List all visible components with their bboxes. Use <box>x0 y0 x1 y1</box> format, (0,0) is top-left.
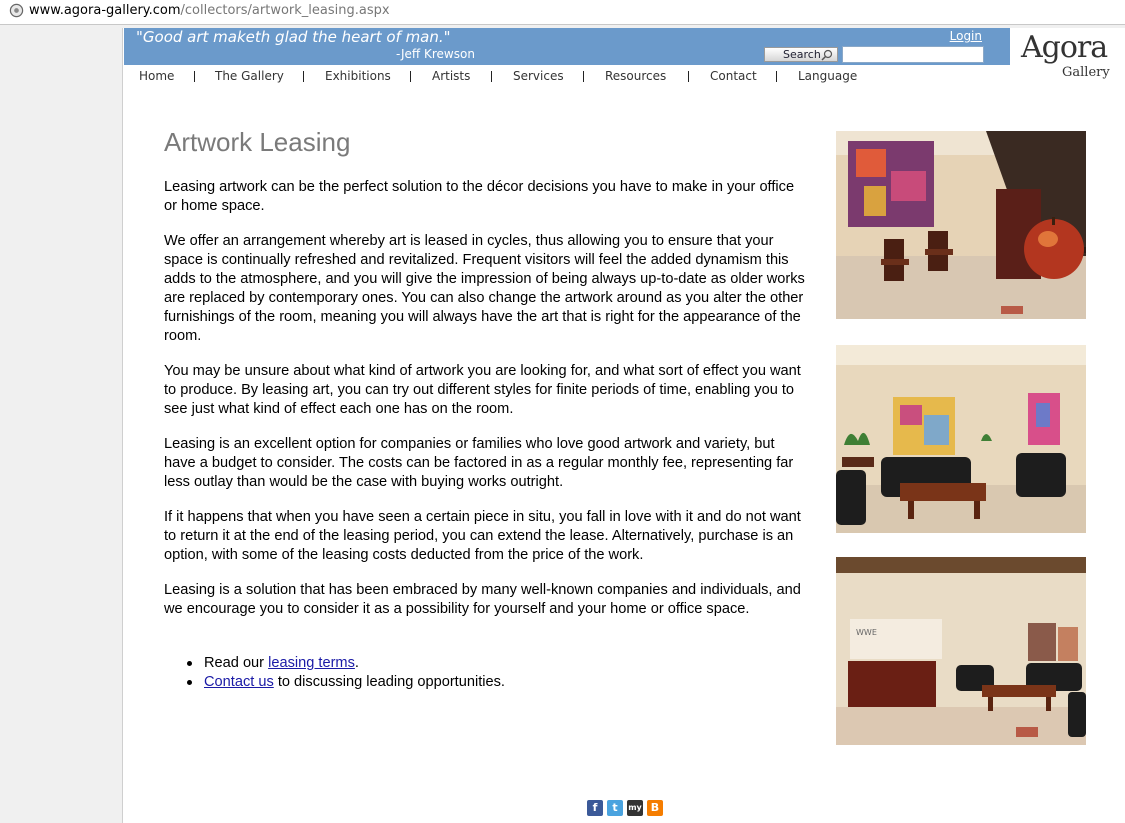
facebook-icon[interactable]: f <box>587 800 603 816</box>
lobby-photo-image <box>836 131 1086 319</box>
nav-home[interactable]: Home <box>139 69 175 83</box>
paragraph: We offer an arrangement whereby art is leased in cycles, thus allowing you to ensure that your space is continually refreshed and revitalized. Frequent visitors will feel the added dynamism this adds to the atmosphere, and you will give the impression of being always up-to-date as older works are replaced by contemporary ones. You can also change the artwork around as you alter the other furnishings of the room, meaning you will always have the art that is right for the appearance of the room. <box>164 233 805 344</box>
list-text: . <box>354 655 359 671</box>
url-text[interactable] <box>29 0 390 22</box>
blogger-icon[interactable]: B <box>647 800 663 816</box>
myspace-icon[interactable]: my <box>627 800 643 816</box>
logo-wordmark: Agora <box>1021 30 1108 65</box>
nav-services[interactable]: Services <box>513 69 564 83</box>
lobby-photo-apple-sculpture <box>836 131 1086 319</box>
address-bar[interactable] <box>0 0 1125 25</box>
search-input[interactable] <box>842 46 984 63</box>
nav-contact[interactable]: Contact <box>710 69 757 83</box>
list-item <box>164 673 809 692</box>
nav-exhibitions[interactable]: Exhibitions <box>325 69 391 83</box>
reception-photo-wwe-lobby <box>836 557 1086 745</box>
paragraph: You may be unsure about what kind of artwork you are looking for, and what sort of effect you want to produce. By leasing art, you can try out different styles for finite periods of time, enabling you to see just what kind of effect each one has on the room. <box>164 363 801 417</box>
nav-artists[interactable]: Artists <box>432 69 471 83</box>
globe-icon <box>9 3 24 18</box>
lounge-photo-image <box>836 345 1086 533</box>
logo-subtitle: Gallery <box>1062 65 1110 80</box>
paragraph: If it happens that when you have seen a certain piece in situ, you fall in love with it and do not want to return it at the end of the leasing period, you can extend the lease. Alternatively, purchase is an option, with some of the leasing costs deducted from the price of the work. <box>164 509 801 563</box>
nav-separator <box>491 71 492 82</box>
nav-separator <box>583 71 584 82</box>
twitter-icon[interactable]: t <box>607 800 623 816</box>
nav-language[interactable]: Language <box>798 69 858 83</box>
bullet <box>187 680 192 685</box>
header-quote: "Good art maketh glad the heart of man." <box>136 28 451 46</box>
list-text: Read our <box>204 655 269 671</box>
nav-separator <box>194 71 195 82</box>
contact-us-link[interactable]: Contact us <box>204 674 274 690</box>
main-nav <box>124 69 1004 87</box>
page-title: Artwork Leasing <box>164 127 351 157</box>
quote-author: -Jeff Krewson <box>396 47 475 61</box>
social-icons <box>587 800 667 816</box>
login-link[interactable]: Login <box>949 29 982 43</box>
list-item <box>164 654 809 673</box>
paragraph: Leasing artwork can be the perfect solution to the décor decisions you have to make in your office or home space. <box>164 179 795 214</box>
nav-resources[interactable]: Resources <box>605 69 667 83</box>
nav-the-gallery[interactable]: The Gallery <box>215 69 284 83</box>
nav-separator <box>776 71 777 82</box>
url-host: www.agora-gallery.com <box>29 3 181 18</box>
nav-separator <box>303 71 304 82</box>
paragraph: Leasing is an excellent option for companies or families who love good artwork and variety, but have a budget to consider. The costs can be factored in as a regular monthly fee, representing far less outlay than would be the case with buying works outright. <box>164 436 794 490</box>
bullet <box>187 661 192 666</box>
wwe-sign: WWE <box>856 628 877 637</box>
link-list <box>164 654 809 692</box>
reception-photo-image <box>836 557 1086 745</box>
paragraph: Leasing is a solution that has been embraced by many well-known companies and individuals, and we encourage you to consider it as a possibility for yourself and your home or office space. <box>164 582 801 617</box>
search-button[interactable] <box>764 47 838 62</box>
url-path: /collectors/artwork_leasing.aspx <box>180 3 390 18</box>
lounge-photo-leather-sofas <box>836 345 1086 533</box>
list-text: to discussing leading opportunities. <box>273 674 505 690</box>
left-gutter <box>0 28 123 823</box>
nav-separator <box>688 71 689 82</box>
search-icon <box>821 49 833 61</box>
leasing-terms-link[interactable]: leasing terms <box>268 655 355 671</box>
header-banner <box>124 28 1010 65</box>
nav-separator <box>410 71 411 82</box>
search-button-label: Search <box>783 48 821 61</box>
agora-gallery-logo[interactable] <box>1014 28 1125 86</box>
